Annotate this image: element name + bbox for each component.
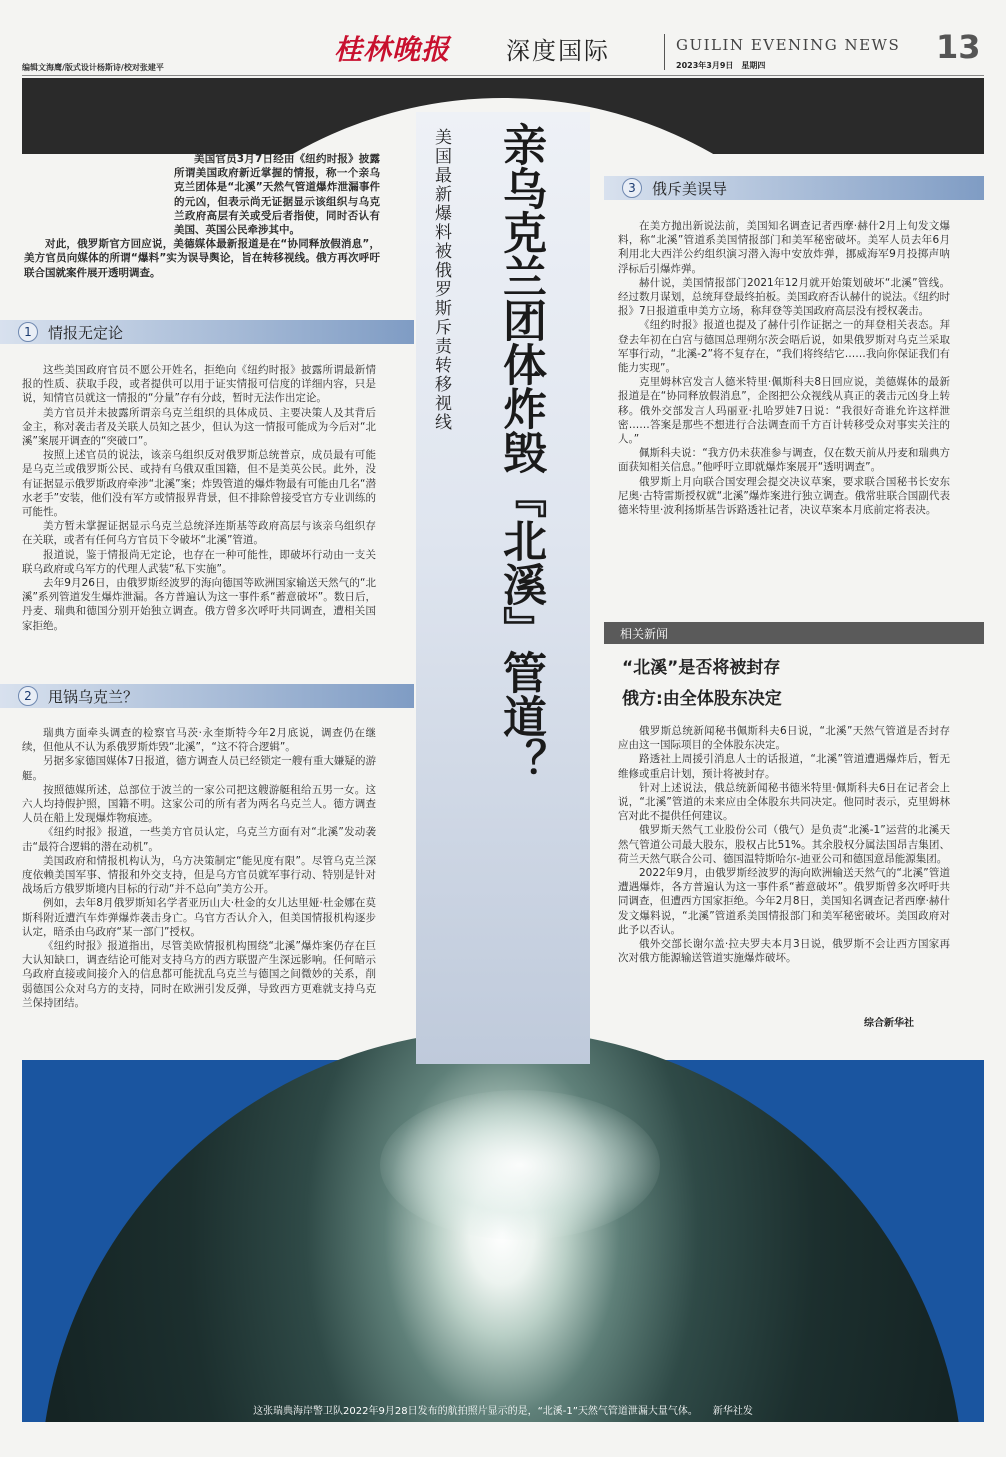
paragraph: 俄外交部长谢尔盖·拉夫罗夫本月3日说，俄罗斯不会让西方国家再次对俄方能源输送管道实施爆炸破坏。 xyxy=(618,938,950,965)
gas-leak-foam xyxy=(380,1090,660,1240)
paragraph: 克里姆林宫发言人德米特里·佩斯科夫8日回应说，美德媒体的最新报道是在“协同释放假消息”，企图把公众视线从真正的袭击元凶身上转移。俄外交部发言人玛丽亚·扎哈罗娃7日说：“我很好奇谁允许这样泄密……答案是那些不想进行合法调查而千方百计转移受众对事实关注的人。” xyxy=(618,376,950,446)
paragraph: 按照德媒所述，总部位于波兰的一家公司把这艘游艇租给五男一女。这六人均持假护照，国籍不明。这家公司的所有者为两名乌克兰人。德方调查人员在船上发现爆炸物痕迹。 xyxy=(22,783,376,825)
paragraph: 报道说，鉴于情报尚无定论，也存在一种可能性，即破坏行动由一支关联乌政府或乌军方的代理人武装“私下实施”。 xyxy=(22,548,376,575)
paragraph: 《纽约时报》报道，一些美方官员认定，乌克兰方面有对“北溪”发动袭击“最符合逻辑的潜在动机”。 xyxy=(22,826,376,853)
lead-paragraph: 对此，俄罗斯官方回应说，美德媒体最新报道是在“协同释放假消息”，美方官员向媒体的所谓“爆料”实为误导舆论，旨在转移视线。俄方再次呼吁联合国就案件展开透明调查。 xyxy=(24,238,380,279)
paragraph: 佩斯科夫说：“我方仍未获准参与调查，仅在数天前从丹麦和瑞典方面获知相关信息。”他呼吁立即就爆炸案展开“透明调查”。 xyxy=(618,447,950,474)
paragraph: 按照上述官员的说法，该亲乌组织反对俄罗斯总统普京，成员最有可能是乌克兰或俄罗斯公民、或持有乌俄双重国籍，但不是美英公民。此外，没有证据显示俄罗斯政府牵涉“北溪”案；炸毁管道的爆炸物最有可能由几名“潜水老手”安装，他们没有军方或情报界背景，但不排除曾接受官方专业训练的可能性。 xyxy=(22,449,376,519)
paragraph: 美方暂未掌握证据显示乌克兰总统泽连斯基等政府高层与该亲乌组织存在关联，或者有任何乌方官员下令破坏“北溪”管道。 xyxy=(22,520,376,547)
section-1-heading xyxy=(0,320,414,344)
section-2-title: 甩锅乌克兰？ xyxy=(48,687,139,706)
paragraph: 针对上述说法，俄总统新闻秘书德米特里·佩斯科夫6日在记者会上说，“北溪”管道的未来应由全体股东共同决定。他同时表示，克里姆林宫对此不提供任何建议。 xyxy=(618,781,950,823)
paragraph: 俄罗斯上月向联合国安理会提交决议草案，要求联合国秘书长安东尼奥·古特雷斯授权就“北溪”爆炸案进行独立调查。俄常驻联合国副代表德米特里·波利扬斯基告诉路透社记者，决议草案本月底前定将表决。 xyxy=(618,475,950,517)
paragraph: 瑞典方面牵头调查的检察官马茨·永奎斯特今年2月底说，调查仍在继续，但他从不认为系俄罗斯炸毁“北溪”，“这不符合逻辑”。 xyxy=(22,727,376,754)
section-2-number: 2 xyxy=(18,686,38,706)
paragraph: 在美方抛出新说法前，美国知名调查记者西摩·赫什2月上旬发文爆料，称“北溪”管道系美国情报部门和美军秘密破坏。美军人员去年6月利用北大西洋公约组织演习潜入海中安放炸弹，挪威海军9月投掷声呐浮标后引爆炸弹。 xyxy=(618,220,950,275)
paragraph: 例如，去年8月俄罗斯知名学者亚历山大·杜金的女儿达里娅·杜金娜在莫斯科附近遭汽车炸弹爆炸袭击身亡。乌官方否认介入，但美国情报机构逐步认定，暗杀由乌政府“某一部门”授权。 xyxy=(22,897,376,938)
header-divider xyxy=(664,34,665,70)
header-rule xyxy=(22,75,984,76)
section-3-title: 俄斥美误导 xyxy=(652,179,728,198)
paragraph: 俄罗斯天然气工业股份公司（俄气）是负责“北溪-1”运营的北溪天然气管道公司最大股东，股权占比51%。其余股权分属法国昂吉集团、荷兰天然气联合公司、德国温特斯哈尔-迪亚公司和德国意昂能源集团。 xyxy=(618,824,950,865)
related-headline-1: “北溪”是否将被封存 xyxy=(622,658,781,678)
paragraph: 2022年9月，由俄罗斯经波罗的海向欧洲输送天然气的“北溪”管道遭遇爆炸，各方普遍认为这一事件系“蓄意破坏”。俄罗斯曾多次呼吁共同调查，但遭西方国家拒绝。今年2月8日，美国知名调查记者西摩·赫什发文爆料说，“北溪”管道系美国情报部门和美军秘密破坏。美国政府对此予以否认。 xyxy=(618,867,950,936)
section-3-heading xyxy=(604,176,984,200)
section-1-title: 情报无定论 xyxy=(48,323,124,342)
paragraph: 俄罗斯总统新闻秘书佩斯科夫6日说，“北溪”天然气管道是否封存应由这一国际项目的全体股东决定。 xyxy=(618,725,950,752)
paragraph: 去年9月26日，由俄罗斯经波罗的海向德国等欧洲国家输送天然气的“北溪”系列管道发生爆炸泄漏。各方普遍认为这一事件系“蓄意破坏”。数日后，丹麦、瑞典和德国分别开始独立调查。俄方曾多次呼吁共同调查，遭相关国家拒绝。 xyxy=(22,577,376,632)
paragraph: 另据多家德国媒体7日报道，德方调查人员已经锁定一艘有重大嫌疑的游艇。 xyxy=(22,755,376,782)
section-3-number: 3 xyxy=(622,178,642,198)
lead-paragraph: 美国官员3月7日经由《纽约时报》披露所谓美国政府新近掌握的情报，称一个亲乌克兰团体是“北溪”天然气管道爆炸泄漏事件的元凶，但表示尚无证据显示该组织与乌克兰政府高层有关或受后者指使，同时否认有美国、英国公民牵涉其中。 xyxy=(174,153,380,237)
section-name: 深度国际 xyxy=(506,37,610,65)
newspaper-english-name: GUILIN EVENING NEWS xyxy=(676,36,901,54)
article-lead xyxy=(24,152,380,280)
section-1-number: 1 xyxy=(18,322,38,342)
paragraph: 路透社上周援引消息人士的话报道，“北溪”管道遭遇爆炸后，暂无维修或重启计划，预计将被封存。 xyxy=(618,753,950,780)
editor-credits: 编辑文海鹰/版式设计杨斯诗/校对张建平 xyxy=(22,63,164,72)
newspaper-logo: 桂林晚报 xyxy=(334,33,451,66)
headline: 亲乌克兰团体炸毁『北溪』管道？ xyxy=(495,122,546,782)
related-news-label: 相关新闻 xyxy=(620,627,669,641)
paragraph: 赫什说，美国情报部门2021年12月就开始策划破坏“北溪”管线。经过数月谋划，总统拜登最终拍板。美国政府否认赫什的说法。《纽约时报》7日报道重申美方立场，称拜登等美国政府高层没有授权袭击。 xyxy=(618,276,950,318)
page-number: 13 xyxy=(936,28,981,66)
photo-bottom-margin xyxy=(22,1422,984,1457)
photo-caption: 这张瑞典海岸警卫队2022年9月28日发布的航拍照片显示的是，“北溪-1”天然气管道泄漏大量气体。 新华社发 xyxy=(253,1406,753,1417)
subheadline: 美国最新爆料被俄罗斯斥责转移视线 xyxy=(431,128,451,432)
related-news-body xyxy=(618,724,950,965)
section-1-body xyxy=(22,363,376,633)
paragraph: 美方官员并未披露所谓亲乌克兰组织的具体成员、主要决策人及其背后金主，称对袭击者及关联人员知之甚少，但认为这一情报可能成为今后对“北溪”案展开调查的“突破口”。 xyxy=(22,406,376,448)
paragraph: 这些美国政府官员不愿公开姓名，拒绝向《纽约时报》披露所谓最新情报的性质、获取手段，或者提供可以用于证实情报可信度的详细内容，只是说，知情官员就这一情报的“分量”存有分歧，暂时无法作出定论。 xyxy=(22,364,376,405)
related-headline-2: 俄方:由全体股东决定 xyxy=(622,689,782,709)
paragraph: 美国政府和情报机构认为，乌方决策制定“能见度有限”。尽管乌克兰深度依赖美国军事、情报和外交支持，但是乌方官员就军事行动、特别是针对战场后方俄罗斯境内目标的行动“并不总向”美方公开。 xyxy=(22,854,376,896)
section-2-heading xyxy=(0,684,414,708)
paragraph: 《纽约时报》报道指出，尽管美欧情报机构围绕“北溪”爆炸案仍存在巨大认知缺口，调查结论可能对支持乌方的西方联盟产生深远影响。任何暗示乌政府直接或间接介入的信息都可能扰乱乌克兰与德国之间微妙的关系，削弱德国公众对乌方的支持，同时在欧洲引发反弹，导致西方更难就支持乌克兰保持团结。 xyxy=(22,940,376,1009)
source-credit: 综合新华社 xyxy=(864,1018,914,1029)
issue-date: 2023年3月9日 星期四 xyxy=(676,61,766,70)
section-2-body xyxy=(22,726,376,1010)
paragraph: 《纽约时报》报道也提及了赫什引作证据之一的拜登相关表态。拜登去年初在白宫与德国总理朔尔茨会晤后说，如果俄罗斯对乌克兰采取军事行动，“北溪-2”将不复存在，“我们将终结它……我向你保证我们有能力实现”。 xyxy=(618,319,950,375)
section-3-body xyxy=(618,219,950,517)
